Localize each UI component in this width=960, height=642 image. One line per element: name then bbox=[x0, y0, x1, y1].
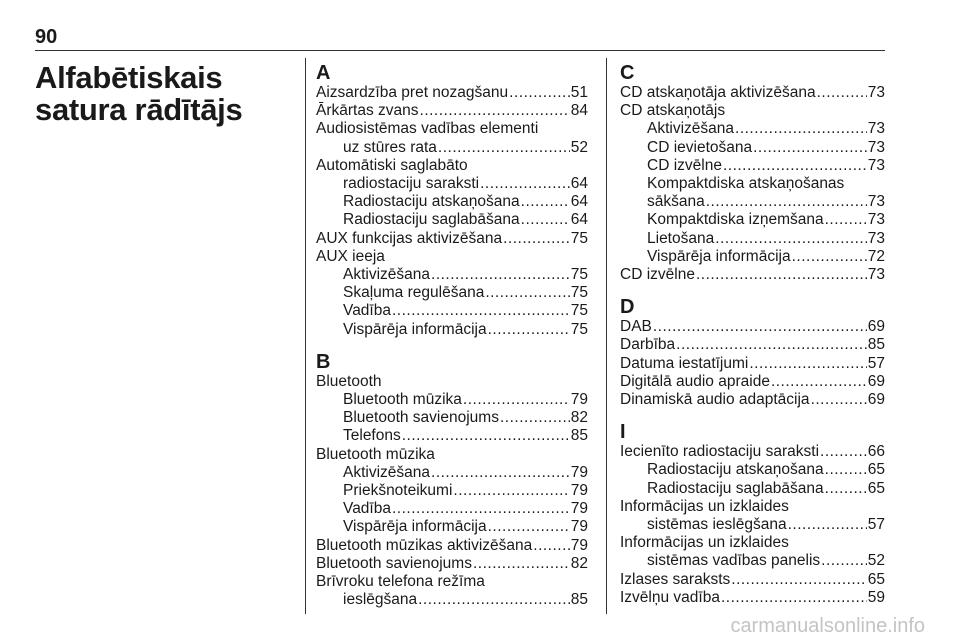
dot-leader bbox=[653, 318, 867, 336]
dot-leader bbox=[480, 175, 570, 193]
entry-text: Bluetooth mūzika bbox=[343, 391, 462, 409]
page-reference: 82 bbox=[570, 409, 588, 427]
column-divider-left bbox=[305, 58, 306, 614]
dot-leader bbox=[696, 266, 867, 284]
page-reference: 57 bbox=[867, 516, 885, 534]
index-entry bbox=[620, 318, 885, 336]
entry-text: sistēmas ieslēgšana bbox=[647, 516, 787, 534]
index-subentry bbox=[620, 193, 885, 211]
index-letter-heading: I bbox=[620, 421, 626, 444]
entry-text: Izlases saraksts bbox=[620, 570, 731, 588]
dot-leader bbox=[453, 482, 569, 500]
entry-text: Vadība bbox=[343, 302, 391, 320]
entry-text: CD ievietošana bbox=[647, 138, 753, 156]
index-subentry bbox=[316, 193, 588, 211]
dot-leader bbox=[488, 321, 570, 339]
dot-leader bbox=[825, 461, 867, 479]
index-subentry bbox=[620, 461, 885, 479]
page-reference: 59 bbox=[867, 588, 885, 606]
page-reference: 52 bbox=[570, 138, 588, 156]
entry-text: Vadība bbox=[343, 500, 391, 518]
entry-text: Priekšnoteikumi bbox=[343, 482, 453, 500]
entry-text: sistēmas vadības panelis bbox=[647, 552, 821, 570]
entry-text: Kompaktdiska izņemšana bbox=[647, 211, 824, 229]
index-entry bbox=[620, 373, 885, 391]
entry-text: CD atskaņotāja aktivizēšana bbox=[620, 84, 816, 101]
index-entry bbox=[620, 266, 885, 284]
dot-leader bbox=[431, 464, 570, 482]
page-reference: 79 bbox=[570, 500, 588, 518]
page-reference: 85 bbox=[867, 336, 885, 354]
page-reference: 57 bbox=[867, 354, 885, 372]
page-reference: 73 bbox=[867, 138, 885, 156]
dot-leader bbox=[715, 230, 867, 248]
index-column-1 bbox=[316, 62, 588, 609]
dot-leader bbox=[533, 537, 569, 555]
index-subentry bbox=[620, 248, 885, 266]
page-reference: 72 bbox=[867, 247, 885, 265]
entry-text: Radiostaciju atskaņošana bbox=[647, 461, 824, 479]
page-reference: 65 bbox=[867, 570, 885, 588]
entry-text: ieslēgšana bbox=[343, 591, 418, 609]
index-subentry bbox=[316, 464, 588, 482]
page-reference: 75 bbox=[570, 320, 588, 338]
dot-leader bbox=[825, 211, 867, 229]
index-entry-heading: Brīvroku telefona režīma bbox=[316, 573, 485, 591]
index-subentry bbox=[316, 500, 588, 518]
entry-text: Aktivizēšana bbox=[343, 463, 431, 481]
entry-text: Darbība bbox=[620, 336, 676, 354]
index-subentry bbox=[316, 427, 588, 445]
entry-text: Digitālā audio apraide bbox=[620, 372, 770, 390]
page-reference: 65 bbox=[867, 461, 885, 479]
page-reference: 75 bbox=[570, 266, 588, 284]
index-subentry bbox=[316, 482, 588, 500]
page-reference: 75 bbox=[570, 229, 588, 247]
dot-leader bbox=[488, 518, 570, 536]
dot-leader bbox=[821, 552, 867, 570]
index-subentry bbox=[620, 552, 885, 570]
page-reference: 79 bbox=[570, 518, 588, 536]
index-entry bbox=[316, 102, 588, 120]
entry-text: Vispārēja informācija bbox=[647, 247, 791, 265]
index-letter-heading: A bbox=[316, 62, 331, 84]
entry-text: Izvēlņu vadība bbox=[620, 588, 720, 606]
dot-leader bbox=[788, 516, 867, 534]
index-entry bbox=[316, 555, 588, 573]
page-reference: 79 bbox=[570, 482, 588, 500]
index-subentry bbox=[620, 211, 885, 229]
index-entry-heading: Informācijas un izklaides bbox=[620, 497, 789, 515]
column-divider-right bbox=[606, 58, 607, 614]
dot-leader bbox=[503, 230, 570, 248]
index-column-2 bbox=[620, 62, 885, 607]
dot-leader bbox=[402, 427, 570, 445]
index-subentry bbox=[316, 284, 588, 302]
dot-leader bbox=[420, 102, 570, 120]
page-reference: 73 bbox=[867, 229, 885, 247]
dot-leader bbox=[392, 302, 570, 320]
dot-leader bbox=[706, 193, 867, 211]
entry-text: Bluetooth savienojums bbox=[343, 409, 499, 427]
index-subentry bbox=[316, 302, 588, 320]
entry-text: Lietošana bbox=[647, 229, 715, 247]
dot-leader bbox=[521, 211, 570, 229]
index-entry bbox=[620, 589, 885, 607]
page-reference: 64 bbox=[570, 175, 588, 193]
dot-leader bbox=[473, 555, 570, 573]
entry-text: Radiostaciju saglabāšana bbox=[647, 479, 824, 497]
entry-text: Telefons bbox=[343, 427, 401, 445]
index-subentry bbox=[316, 175, 588, 193]
dot-leader bbox=[463, 391, 570, 409]
entry-text: DAB bbox=[620, 318, 652, 336]
entry-text: Bluetooth mūzikas aktivizēšana bbox=[316, 536, 533, 554]
dot-leader bbox=[521, 193, 570, 211]
dot-leader bbox=[676, 336, 867, 354]
page-reference: 75 bbox=[570, 284, 588, 302]
page-reference: 79 bbox=[570, 536, 588, 554]
dot-leader bbox=[721, 589, 867, 607]
dot-leader bbox=[771, 373, 867, 391]
index-subentry bbox=[620, 516, 885, 534]
entry-text: Radiostaciju saglabāšana bbox=[343, 211, 520, 229]
dot-leader bbox=[485, 284, 569, 302]
entry-text: Aktivizēšana bbox=[647, 120, 735, 138]
dot-leader bbox=[418, 591, 570, 609]
page-reference: 85 bbox=[570, 427, 588, 445]
page-reference: 79 bbox=[570, 391, 588, 409]
index-entry bbox=[316, 537, 588, 555]
page-reference: 64 bbox=[570, 193, 588, 211]
dot-leader bbox=[749, 355, 866, 373]
page-reference: 73 bbox=[867, 156, 885, 174]
index-subentry bbox=[316, 409, 588, 427]
entry-text: Dinamiskā audio adaptācija bbox=[620, 391, 810, 409]
index-entry-heading: Audiosistēmas vadības elementi bbox=[316, 120, 539, 138]
index-entry-heading: CD atskaņotājs bbox=[620, 102, 726, 120]
page-reference: 79 bbox=[570, 463, 588, 481]
dot-leader bbox=[735, 120, 867, 138]
entry-text: radiostaciju saraksti bbox=[343, 175, 480, 193]
page-reference: 73 bbox=[867, 120, 885, 138]
index-subentry bbox=[316, 211, 588, 229]
page-number: 90 bbox=[35, 26, 58, 48]
index-entry bbox=[620, 571, 885, 589]
entry-text: Aktivizēšana bbox=[343, 266, 431, 284]
entry-text: Aizsardzība pret nozagšanu bbox=[316, 84, 509, 101]
page-reference: 82 bbox=[570, 554, 588, 572]
entry-text: Iecienīto radiostaciju saraksti bbox=[620, 443, 820, 461]
page-reference: 69 bbox=[867, 372, 885, 390]
index-entry bbox=[620, 336, 885, 354]
page-reference: 73 bbox=[867, 266, 885, 284]
index-entry-heading: Automātiski saglabāto bbox=[316, 156, 468, 174]
index-entry bbox=[620, 84, 885, 102]
index-subentry bbox=[316, 518, 588, 536]
page-title: Alfabētiskais satura rādītājs bbox=[35, 60, 243, 127]
entry-text: Radiostaciju atskaņošana bbox=[343, 193, 520, 211]
index-entry bbox=[316, 84, 588, 102]
dot-leader bbox=[792, 248, 867, 266]
index-subentry bbox=[316, 266, 588, 284]
dot-leader bbox=[817, 84, 867, 102]
entry-text: CD izvēlne bbox=[647, 156, 722, 174]
index-entry-heading: Kompaktdiska atskaņošanas bbox=[647, 175, 845, 193]
dot-leader bbox=[723, 157, 867, 175]
entry-text: AUX funkcijas aktivizēšana bbox=[316, 229, 503, 247]
dot-leader bbox=[392, 500, 570, 518]
dot-leader bbox=[753, 139, 867, 157]
index-entry bbox=[620, 355, 885, 373]
entry-text: Ārkārtas zvans bbox=[316, 102, 419, 120]
index-letter-heading: D bbox=[620, 296, 635, 319]
dot-leader bbox=[820, 443, 867, 461]
page-reference: 85 bbox=[570, 591, 588, 609]
index-entry-heading: AUX ieeja bbox=[316, 247, 385, 265]
index-letter-heading: C bbox=[620, 62, 635, 84]
index-subentry bbox=[620, 120, 885, 138]
page-reference: 75 bbox=[570, 302, 588, 320]
index-subentry bbox=[316, 591, 588, 609]
page-reference: 73 bbox=[867, 211, 885, 229]
entry-text: Vispārēja informācija bbox=[343, 518, 487, 536]
page-reference: 52 bbox=[867, 552, 885, 570]
page-reference: 64 bbox=[570, 211, 588, 229]
dot-leader bbox=[500, 409, 570, 427]
page-reference: 51 bbox=[570, 84, 588, 101]
dot-leader bbox=[438, 139, 570, 157]
entry-text: sākšana bbox=[647, 193, 705, 211]
entry-text: Bluetooth savienojums bbox=[316, 554, 472, 572]
index-entry-heading: Bluetooth bbox=[316, 372, 382, 390]
page-reference: 84 bbox=[570, 102, 588, 120]
dot-leader bbox=[811, 391, 867, 409]
index-subentry bbox=[620, 139, 885, 157]
index-subentry bbox=[316, 391, 588, 409]
index-subentry bbox=[620, 230, 885, 248]
entry-text: Skaļuma regulēšana bbox=[343, 284, 485, 302]
entry-text: CD izvēlne bbox=[620, 266, 695, 284]
page-reference: 65 bbox=[867, 479, 885, 497]
index-subentry bbox=[316, 321, 588, 339]
dot-leader bbox=[509, 84, 570, 102]
index-subentry bbox=[620, 157, 885, 175]
watermark: carmanualsonline.info bbox=[730, 615, 925, 637]
index-entry bbox=[316, 230, 588, 248]
entry-text: Vispārēja informācija bbox=[343, 320, 487, 338]
dot-leader bbox=[825, 480, 867, 498]
index-subentry bbox=[620, 480, 885, 498]
index-letter-heading: B bbox=[316, 350, 331, 373]
page-reference: 69 bbox=[867, 391, 885, 409]
index-entry bbox=[620, 391, 885, 409]
dot-leader bbox=[431, 266, 570, 284]
page-reference: 66 bbox=[867, 443, 885, 461]
index-subentry bbox=[316, 139, 588, 157]
index-entry-heading: Informācijas un izklaides bbox=[620, 534, 789, 552]
dot-leader bbox=[731, 571, 866, 589]
page-reference: 73 bbox=[867, 84, 885, 101]
entry-text: Datuma iestatījumi bbox=[620, 354, 749, 372]
page-reference: 73 bbox=[867, 193, 885, 211]
index-entry-heading: Bluetooth mūzika bbox=[316, 445, 435, 463]
index-entry bbox=[620, 443, 885, 461]
header-rule bbox=[35, 50, 885, 51]
entry-text: uz stūres rata bbox=[343, 138, 437, 156]
page-reference: 69 bbox=[867, 318, 885, 336]
